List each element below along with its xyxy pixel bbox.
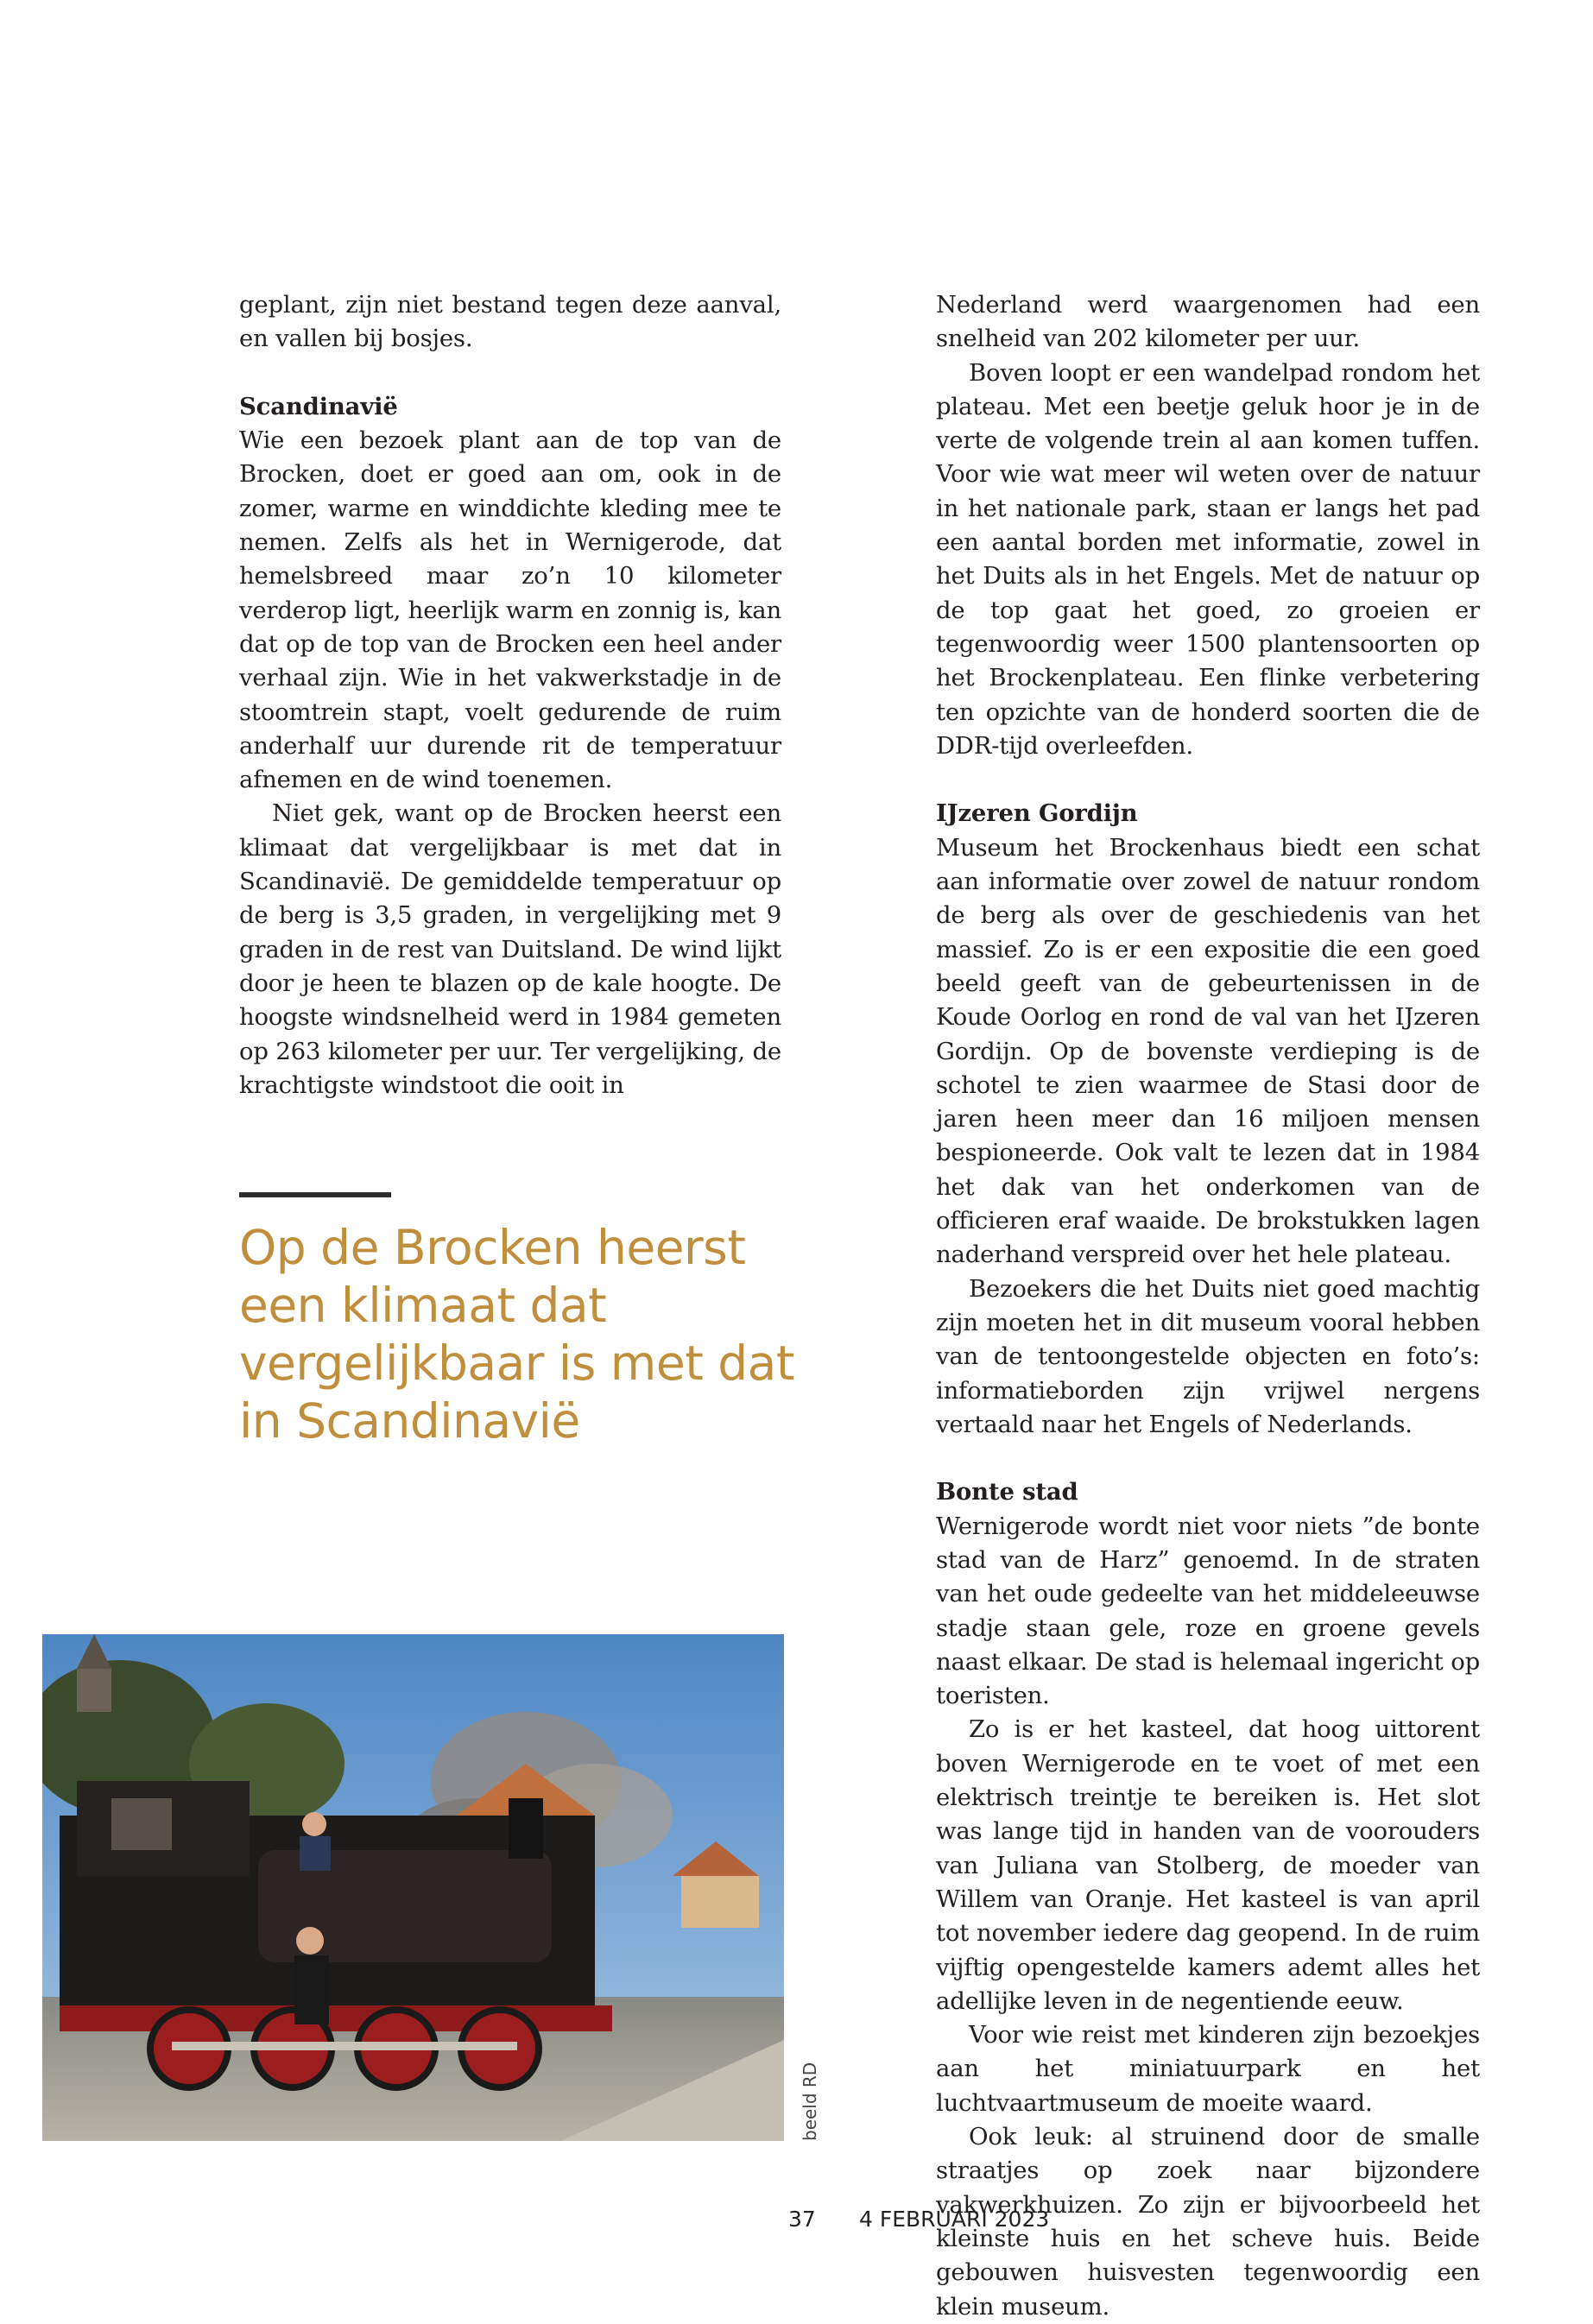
paragraph: Nederland werd waargenomen had een snelheid van 202 kilometer per uur. [936, 291, 1480, 353]
paragraph: Ook leuk: al struinend door de smalle straatjes op zoek naar bijzondere vakwerkhuizen. Zo zijn er bijvoorbeeld het kleinste huis en het scheve huis. Beide gebouwen huisvesten tegenwoordig een klein museum. [936, 2123, 1480, 2321]
right-column [936, 288, 1480, 2324]
paragraph: Museum het Brockenhaus biedt een schat aan informatie over zowel de natuur rondom de berg als over de geschiedenis van het massief. Zo is er een expositie die een goed beeld geeft van de gebeurtenissen in de Koude Oorlog en rond de val van het IJzeren Gordijn. Op de bovenste verdieping is de schotel te zien waarmee de Stasi door de jaren heen meer dan 16 miljoen mensen bespioneerde. Ook valt te lezen dat in 1984 het dak van het onderkomen van de officieren eraf waaide. De brokstukken lagen naderhand verspreid over het hele plateau. [936, 833, 1480, 1269]
paragraph: Zo is er het kasteel, dat hoog uittorent boven Wernigerode en te voet of met een elektrisch treintje te bereiken is. Het slot was lange tijd in handen van de voorouders van Juliana van Stolberg, de moeder van Willem van Oranje. Het kasteel is van april tot november iedere dag geopend. In de ruim vijftig opengestelde kamers ademt alles het adellijke leven in de negentiende eeuw. [936, 1715, 1480, 2015]
subheading-scandinavie: Scandinavië [239, 392, 398, 420]
paragraph: geplant, zijn niet bestand tegen deze aanval, en vallen bij bosjes. [239, 291, 781, 353]
steam-train-photo [42, 1634, 784, 2141]
paragraph: Wie een bezoek plant aan de top van de Brocken, doet er goed aan om, ook in de zomer, warme en winddichte kleding mee te nemen. Zelfs als het in Wernigerode, dat hemelsbreed maar zo’n 10 kilometer verderop ligt, heerlijk warm en zonnig is, kan dat op de top van de Brocken een heel ander verhaal zijn. Wie in het vakwerkstadje in de stoomtrein stapt, voelt gedurende de ruim anderhalf uur durende rit de temperatuur afnemen en de wind toenemen. [239, 426, 781, 794]
left-column [239, 288, 781, 1102]
issue-date: 4 FEBRUARI 2023 [859, 2207, 1050, 2232]
subheading-ijzeren-gordijn: IJzeren Gordijn [936, 799, 1138, 828]
paragraph: Boven loopt er een wandelpad rondom het plateau. Met een beetje geluk hoor je in de verte de volgende trein al aan komen tuffen. Voor wie wat meer wil weten over de natuur in het nationale park, staan er langs het pad een aantal borden met informatie, zowel in het Duits als in het Engels. Met de natuur op de top gaat het goed, zo groeien er tegenwoordig weer 1500 plantensoorten op het Brockenplateau. Een flinke verbetering ten opzichte van de honderd soorten die de DDR-tijd overleefden. [936, 358, 1480, 760]
paragraph: Bezoekers die het Duits niet goed machtig zijn moeten het in dit museum vooral hebben van de tentoongestelde objecten en foto’s: informatieborden zijn vrijwel nergens vertaald naar het Engels of Nederlands. [936, 1274, 1480, 1438]
paragraph: Niet gek, want op de Brocken heerst een klimaat dat vergelijkbaar is met dat in Scandinavië. De gemiddelde temperatuur op de berg is 3,5 graden, in vergelijking met 9 graden in de rest van Duitsland. De wind lijkt door je heen te blazen op de kale hoogte. De hoogste windsnelheid werd in 1984 gemeten op 263 kilometer per uur. Ter vergelijking, de krachtigste windstoot die ooit in [239, 799, 781, 1099]
paragraph: Voor wie reist met kinderen zijn bezoekjes aan het miniatuurpark en het luchtvaartmuseum de moeite waard. [936, 2021, 1480, 2117]
quote-rule [239, 1192, 391, 1197]
pull-quote: Op de Brocken heerst een klimaat dat vergelijkbaar is met dat in Scandinavië [239, 1220, 794, 1449]
subheading-bonte-stad: Bonte stad [936, 1478, 1078, 1506]
photo-credit: beeld RD [800, 2062, 820, 2141]
paragraph: Wernigerode wordt niet voor niets ”de bonte stad van de Harz” genoemd. In de straten van het oude gedeelte van het middeleeuwse stadje staan gele, roze en groene gevels naast elkaar. De stad is helemaal ingericht op toeristen. [936, 1512, 1480, 1710]
page-number: 37 [788, 2207, 816, 2232]
